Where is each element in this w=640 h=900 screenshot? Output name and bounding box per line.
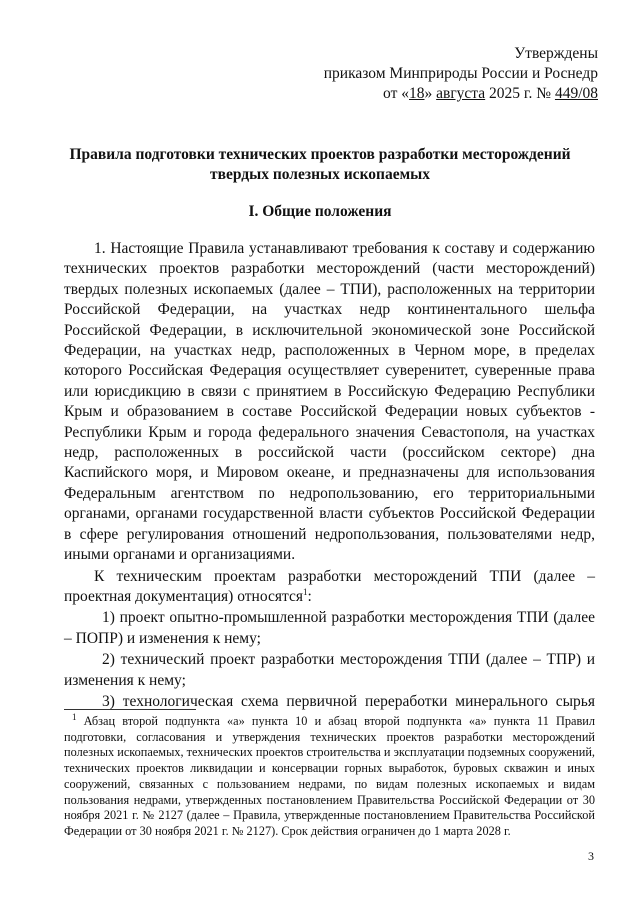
list-item-1: 1) проект опытно-промышленной разработки месторождения ТПИ (далее – ПОПР) и изменения к нему; <box>64 609 595 647</box>
footnote-mark: 1 <box>72 711 77 722</box>
approval-block <box>324 44 598 104</box>
list-item-2: 2) технический проект разработки месторождения ТПИ (далее – ТПР) и изменения к нему; <box>64 651 595 689</box>
approval-line-1: Утверждены <box>514 45 598 62</box>
paragraph-1: 1. Настоящие Правила устанавливают требования к составу и содержанию технических проектов разработки месторождений (части месторождений) твердых полезных ископаемых (далее – ТПИ), расположенных на территории Российской Федерации, на участках недр континентального шельфа Российской Федерации, в исключительной экономической зоне Российской Федерации, на участках недр, расположенных в Черном море, в пределах которого Российская Федерация осуществляет суверенитет, суверенные права или юрисдикцию в связи с принятием в Российскую Федерацию Республики Крым и образованием в составе Российской Федерации новых субъектов - Республики Крым и города федерального значения Севастополя, на участках недр, расположенных в российской части (российском секторе) дна Каспийского моря, и Мировом океане, и предназначены для использования Федеральным агентством по недропользованию, его территориальными органами, органами государственной власти субъектов Российской Федерации в сфере регулирования отношений недропользования, пользователями недр, иными органами и организациями. <box>64 240 595 564</box>
date-prefix: от « <box>383 85 409 102</box>
document-title <box>40 145 600 185</box>
approval-date-line <box>324 84 598 104</box>
year-separator: 2025 г. № <box>485 85 555 102</box>
section-heading: I. Общие положения <box>248 203 392 220</box>
footnote-text: Абзац второй подпункта «а» пункта 10 и абзац второй подпункта «а» пункта 11 Правил подготовки, согласования и утверждения технических проектов разработки месторождений полезных ископаемых, технических проектов строительства и эксплуатации подземных сооружений, технических проектов ликвидации и консервации горных выработок, буровых скважин и иных сооружений, связанных с пользованием недрами, по видам полезных ископаемых и видам пользования недрами, утвержденных постановлением Правительства Российской Федерации от 30 ноября 2021 г. № 2127 (далее – Правила, утвержденные постановлением Правительства Российской Федерации от 30 ноября 2021 г. № 2127). Срок действия ограничен до 1 марта 2028 г. <box>64 714 595 838</box>
order-number: 449/08 <box>554 85 598 102</box>
footnote-divider <box>64 709 196 710</box>
title-line-2: твердых полезных ископаемых <box>209 166 431 183</box>
paragraph-2-text: К техническим проектам разработки месторождений ТПИ (далее – проектная документация) относятся <box>64 567 595 605</box>
month-separator: » <box>424 85 437 102</box>
title-line-1: Правила подготовки технических проектов разработки месторождений <box>69 146 571 163</box>
list-item-3: 3) технологическая схема первичной переработки минерального сырья <box>102 692 595 710</box>
footnote <box>64 711 595 840</box>
approval-month: августа <box>436 85 486 102</box>
paragraph-2 <box>64 567 595 608</box>
approval-day: 18 <box>409 85 425 102</box>
document-body <box>64 239 595 713</box>
page-number: 3 <box>588 849 594 863</box>
approval-line-2: приказом Минприроды России и Роснедр <box>323 65 598 82</box>
footnote-ref: 1 <box>302 586 308 597</box>
paragraph-2-tail: : <box>307 587 312 605</box>
